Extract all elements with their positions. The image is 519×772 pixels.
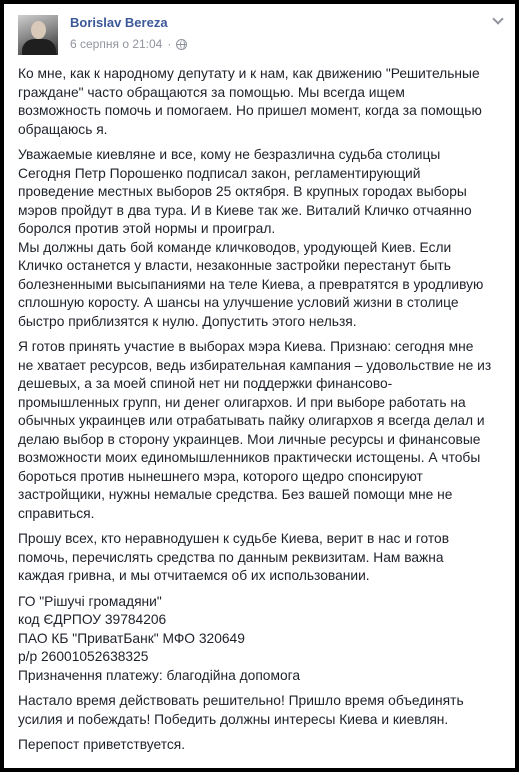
avatar-head bbox=[31, 21, 46, 39]
post-text bbox=[18, 65, 506, 762]
post-paragraph bbox=[18, 736, 506, 755]
author-avatar[interactable] bbox=[18, 15, 58, 55]
text-line: сплошную коросту. А шансы на улучшение условий жизни в столице bbox=[18, 295, 459, 310]
text-line: не хватает ресурсов, ведь избирательная кампания – удовольствие не из bbox=[18, 357, 492, 373]
text-line: болезненными высыпаниями на теле Киева, а превратятся в уродливую bbox=[18, 276, 484, 292]
text-line: возможность помочь и помогаем. Но пришел момент, когда за помощью bbox=[18, 103, 482, 118]
text-line: код ЄДРПОУ 39784206 bbox=[18, 612, 167, 627]
post-paragraph bbox=[18, 530, 506, 586]
text-line: граждане" часто обращаются за помощью. Мы всегда ищем bbox=[18, 84, 405, 100]
text-line: Настало время действовать решительно! Пришло время объединять bbox=[18, 693, 464, 708]
text-line: бороться против нынешнего мэра, которого щедро спонсируют bbox=[18, 468, 423, 484]
text-line: Я готов принять участие в выборах мэра Киева. Признаю: сегодня мне bbox=[18, 339, 474, 354]
post-meta bbox=[70, 37, 187, 51]
post-paragraph bbox=[18, 692, 506, 729]
text-line: каждая гривна, и мы отчитаемся об их использовании. bbox=[18, 568, 370, 583]
chevron-down-icon[interactable] bbox=[493, 15, 503, 25]
post-paragraph bbox=[18, 338, 506, 523]
post-paragraph bbox=[18, 65, 506, 139]
text-line: Перепост приветствуется. bbox=[18, 737, 186, 752]
text-line: Уважаемые киевляне и все, кому не безразлична судьба столицы bbox=[18, 147, 441, 162]
text-line: Ко мне, как к народному депутату и к нам, как движению "Решительные bbox=[18, 66, 480, 81]
text-line: быстро приблизятся к нулю. Допустить этого нельзя. bbox=[18, 313, 357, 329]
text-line: усилия и побеждать! Победить должны интересы Киева и киевлян. bbox=[18, 711, 449, 727]
text-line: р/р 26001052638325 bbox=[18, 649, 149, 664]
globe-icon[interactable] bbox=[176, 39, 187, 50]
text-line: обычных украинцев или отрабатывать пайку олигархов я всегда делал и bbox=[18, 413, 485, 428]
text-line: боролся против этой нормы и проиграл. bbox=[18, 221, 276, 236]
text-line: помочь, перечислять средства по данным реквизитам. Нам важна bbox=[18, 549, 444, 565]
text-line: дешевых, а за моей спиной нет ни поддержки финансово- bbox=[18, 376, 393, 391]
text-line: мэров пройдут в два тура. И в Киеве так же. Виталий Кличко отчаянно bbox=[18, 202, 472, 218]
text-line: проведение местных выборов 25 октября. В крупных городах выборы bbox=[18, 184, 467, 199]
author-name[interactable]: Borislav Bereza bbox=[70, 15, 168, 30]
facebook-post bbox=[4, 4, 515, 768]
text-line: Прошу всех, кто неравнодушен к судьбе Киева, верит в нас и готов bbox=[18, 531, 450, 546]
text-line: ГО "Рішучі громадяни" bbox=[18, 593, 162, 609]
post-date[interactable]: 6 серпня о 21:04 bbox=[70, 37, 163, 51]
text-line: делаю выбор в сторону украинцев. Мои личные ресурсы и финансовые bbox=[18, 431, 481, 447]
avatar-body bbox=[22, 39, 56, 55]
text-line: Мы должны дать бой команде кличководов, уродующей Киев. Если bbox=[18, 239, 452, 255]
text-line: Сегодня Петр Порошенко подписал закон, регламентирующий bbox=[18, 165, 421, 181]
text-line: обращаюсь я. bbox=[18, 121, 108, 137]
post-paragraph bbox=[18, 593, 506, 686]
text-line: Призначення платежу: благодійна допомога bbox=[18, 667, 301, 683]
text-line: возможности моих единомышленников практически истощены. А чтобы bbox=[18, 450, 481, 465]
meta-separator: · bbox=[167, 37, 172, 51]
text-line: Кличко останется у власти, незаконные застройки перестанут быть bbox=[18, 258, 451, 273]
text-line: промышленных групп, ни денег олигархов. И при выборе работать на bbox=[18, 394, 466, 410]
text-line: справиться. bbox=[18, 505, 95, 521]
post-paragraph bbox=[18, 146, 506, 331]
text-line: застройщики, нужны немалые средства. Без вашей помощи мне не bbox=[18, 487, 453, 502]
text-line: ПАО КБ "ПриватБанк" МФО 320649 bbox=[18, 630, 245, 646]
